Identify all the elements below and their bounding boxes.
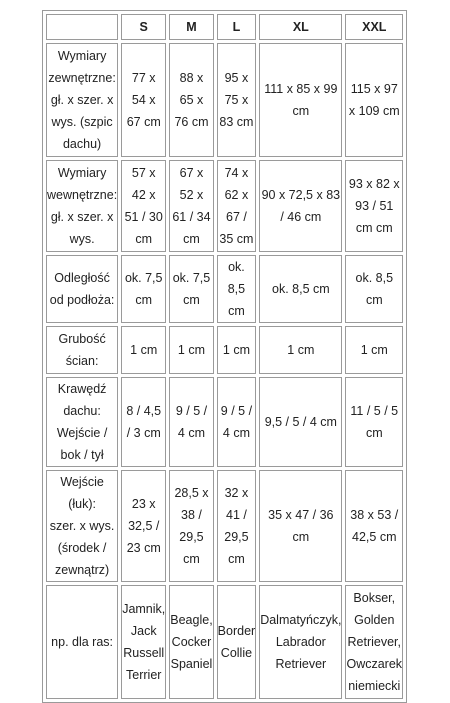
row-outer-dimensions [46,43,403,157]
header-corner-cell [46,14,118,40]
cell-xl: 90 x 72,5 x 83 / 46 cm [259,160,342,252]
row-example-breeds [46,585,403,699]
header-size-xl: XL [259,14,342,40]
row-roof-edge [46,377,403,467]
cell-m: 9 / 5 / 4 cm [169,377,213,467]
cell-m: 67 x 52 x 61 / 34 cm [169,160,213,252]
row-wall-thickness [46,326,403,374]
cell-xxl: Bokser, Golden Retriever, Owczarek niemiecki [345,585,403,699]
row-label: Odległość od podłoża: [46,255,118,323]
header-size-s: S [121,14,166,40]
cell-xl: 35 x 47 / 36 cm [259,470,342,582]
cell-l: Border Collie [217,585,257,699]
row-label: Wymiary zewnętrzne: gł. x szer. x wys. (szpic dachu) [46,43,118,157]
cell-xl: 111 x 85 x 99 cm [259,43,342,157]
cell-m: 28,5 x 38 / 29,5 cm [169,470,213,582]
cell-s: Jamnik, Jack Russell Terrier [121,585,166,699]
header-size-xxl: XXL [345,14,403,40]
header-size-m: M [169,14,213,40]
cell-l: 32 x 41 / 29,5 cm [217,470,257,582]
size-table-body [46,43,403,699]
cell-l: ok. 8,5 cm [217,255,257,323]
row-label: Wejście (łuk): szer. x wys. (środek / zewnątrz) [46,470,118,582]
row-ground-clearance [46,255,403,323]
cell-xxl: ok. 8,5 cm [345,255,403,323]
row-entrance [46,470,403,582]
cell-xxl: 115 x 97 x 109 cm [345,43,403,157]
cell-xxl: 38 x 53 / 42,5 cm [345,470,403,582]
cell-m: 88 x 65 x 76 cm [169,43,213,157]
cell-xxl: 93 x 82 x 93 / 51 cm cm [345,160,403,252]
cell-s: 1 cm [121,326,166,374]
size-table-header [46,14,403,40]
cell-s: ok. 7,5 cm [121,255,166,323]
size-table [42,10,407,703]
cell-m: Beagle, Cocker Spaniel [169,585,213,699]
cell-s: 8 / 4,5 / 3 cm [121,377,166,467]
cell-xxl: 11 / 5 / 5 cm [345,377,403,467]
row-label: Wymiary wewnętrzne: gł. x szer. x wys. [46,160,118,252]
cell-xl: ok. 8,5 cm [259,255,342,323]
row-label: Grubość ścian: [46,326,118,374]
cell-xxl: 1 cm [345,326,403,374]
cell-xl: 9,5 / 5 / 4 cm [259,377,342,467]
cell-l: 1 cm [217,326,257,374]
cell-xl: Dalmatyńczyk, Labrador Retriever [259,585,342,699]
cell-l: 9 / 5 / 4 cm [217,377,257,467]
row-label: Krawędź dachu: Wejście / bok / tył [46,377,118,467]
cell-m: ok. 7,5 cm [169,255,213,323]
cell-s: 57 x 42 x 51 / 30 cm [121,160,166,252]
cell-s: 23 x 32,5 / 23 cm [121,470,166,582]
cell-l: 74 x 62 x 67 / 35 cm [217,160,257,252]
cell-l: 95 x 75 x 83 cm [217,43,257,157]
row-label: np. dla ras: [46,585,118,699]
cell-s: 77 x 54 x 67 cm [121,43,166,157]
header-row [46,14,403,40]
cell-xl: 1 cm [259,326,342,374]
header-size-l: L [217,14,257,40]
cell-m: 1 cm [169,326,213,374]
row-inner-dimensions [46,160,403,252]
